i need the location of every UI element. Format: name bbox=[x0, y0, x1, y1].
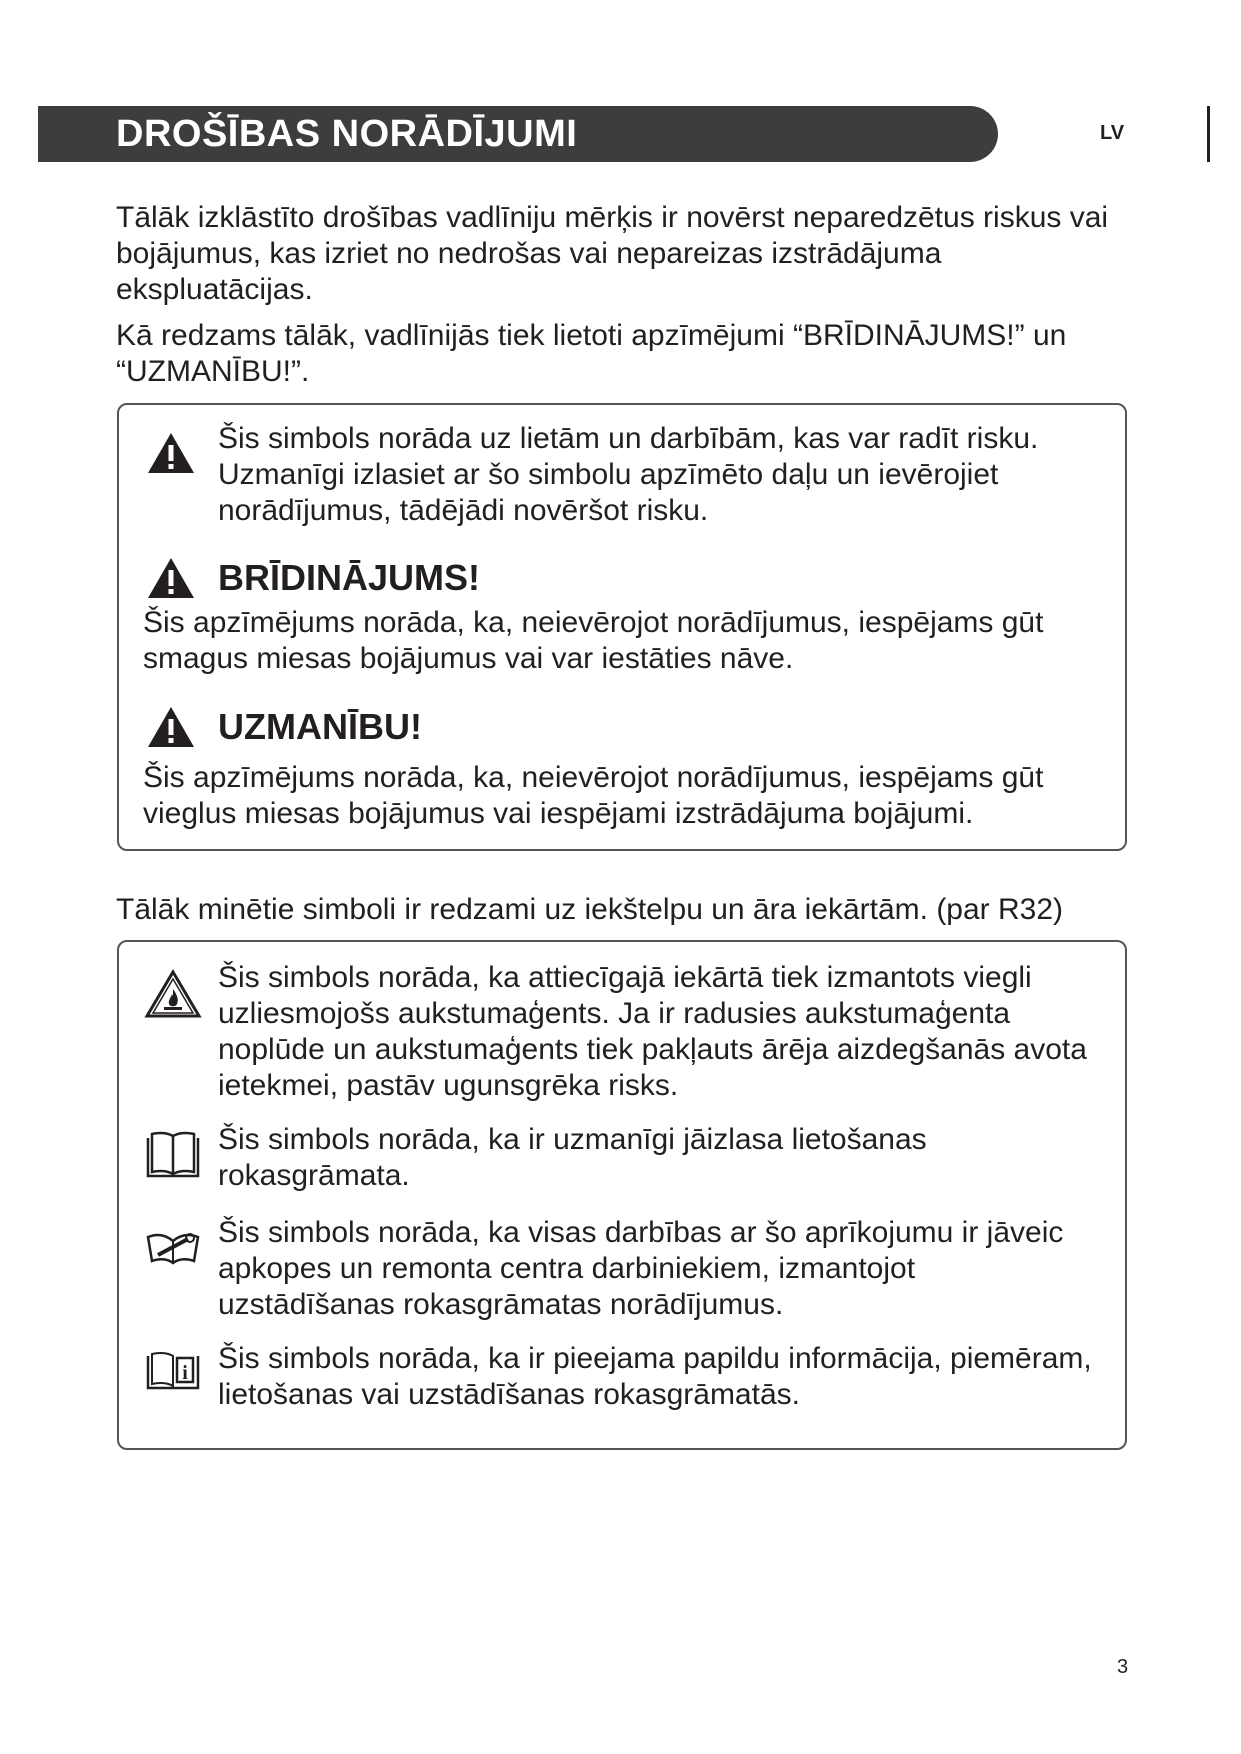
flammable-text: Šis simbols norāda, ka attiecīgajā iekārtā tiek izmantots viegli uzliesmojošs aukstumaģents. Ja ir radusies aukstumaģenta noplūde un aukstumaģents tiek pakļauts ārēja aizdegšanās avota ietekmei, pastāv ugunsgrēka risks. bbox=[218, 961, 1087, 1102]
svg-text:i: i bbox=[182, 1362, 188, 1384]
symbols-box bbox=[117, 940, 1127, 1450]
page-number: 3 bbox=[1117, 1656, 1129, 1678]
warning-heading: BRĪDINĀJUMS! bbox=[218, 557, 481, 598]
flammable-warning-icon bbox=[144, 969, 202, 1019]
warning-text: Šis apzīmējums norāda, ka, neievērojot norādījumus, iespējams gūt smagus miesas bojājumus vai var iestāties nāve. bbox=[143, 606, 1044, 675]
safety-signal-box bbox=[117, 403, 1127, 851]
warning-triangle-icon bbox=[146, 705, 196, 749]
general-symbol-text: Šis simbols norāda uz lietām un darbībām, kas var radīt risku. Uzmanīgi izlasiet ar šo simbolu apzīmēto daļu un ievērojiet norādījumus, tādējādi novēršot risku. bbox=[218, 422, 1039, 527]
info-text: Šis simbols norāda, ka ir pieejama papildu informācija, piemēram, lietošanas vai uzstādīšanas rokasgrāmatās. bbox=[218, 1342, 1092, 1411]
caution-text: Šis apzīmējums norāda, ka, neievērojot norādījumus, iespējams gūt vieglus miesas bojājumus vai iespējami izstrādājuma bojājumi. bbox=[143, 761, 1044, 830]
manual-book-icon bbox=[144, 1130, 202, 1182]
caution-heading: UZMANĪBU! bbox=[218, 706, 422, 747]
edge-marker bbox=[1207, 106, 1210, 162]
warning-triangle-icon bbox=[146, 431, 196, 475]
intro-paragraph-1: Tālāk izklāstīto drošības vadlīniju mērķis ir novērst neparedzētus riskus vai bojājumus, kas izriet no nedrošas vai nepareizas izstrādājuma ekspluatācijas. bbox=[116, 201, 1109, 306]
page-title: DROŠĪBAS NORĀDĪJUMI bbox=[116, 113, 578, 155]
warning-triangle-icon bbox=[146, 556, 196, 600]
intro-paragraph-2: Kā redzams tālāk, vadlīnijās tiek lietoti apzīmējumi “BRĪDINĀJUMS!” un “UZMANĪBU!”. bbox=[116, 319, 1067, 388]
manual-text: Šis simbols norāda, ka ir uzmanīgi jāizlasa lietošanas rokasgrāmata. bbox=[218, 1123, 927, 1192]
service-manual-icon bbox=[144, 1225, 202, 1269]
service-text: Šis simbols norāda, ka visas darbības ar šo aprīkojumu ir jāveic apkopes un remonta centra darbiniekiem, izmantojot uzstādīšanas rokasgrāmatas norādījumus. bbox=[218, 1216, 1064, 1321]
info-book-icon bbox=[144, 1350, 202, 1394]
language-code: LV bbox=[1100, 122, 1125, 144]
symbols-intro: Tālāk minētie simboli ir redzami uz iekštelpu un āra iekārtām. (par R32) bbox=[116, 893, 1064, 926]
